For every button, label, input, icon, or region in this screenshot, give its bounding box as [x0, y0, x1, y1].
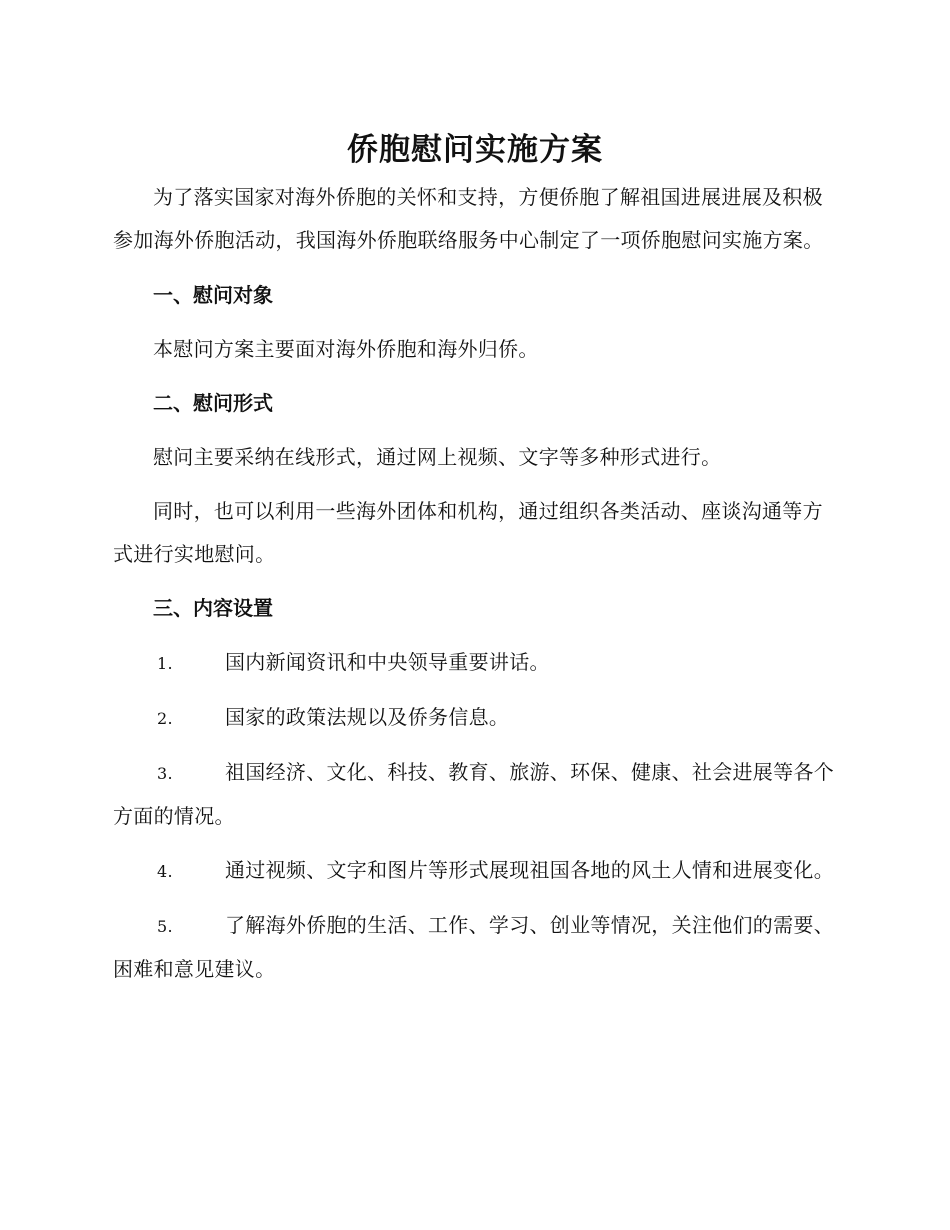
form-paragraph-1: 慰问主要采纳在线形式，通过网上视频、文字等多种形式进行。	[153, 445, 722, 469]
document-title: 侨胞慰问实施方案	[347, 132, 603, 168]
list-item	[113, 904, 835, 991]
section-heading-content: 三、内容设置	[153, 596, 273, 620]
section-heading-form: 二、慰问形式	[153, 391, 273, 415]
list-item-text: 国内新闻资讯和中央领导重要讲话。	[225, 650, 550, 674]
list-item	[113, 696, 835, 740]
list-item	[113, 751, 835, 838]
list-item-number: 2.	[157, 709, 173, 728]
list-item-text: 祖国经济、文化、科技、教育、旅游、环保、健康、社会进展等各个方面的情况。	[113, 760, 834, 828]
document-body	[113, 176, 835, 1002]
list-item	[113, 641, 835, 685]
list-item-text: 通过视频、文字和图片等形式展现祖国各地的风土人情和进展变化。	[225, 858, 834, 882]
list-item-number: 1.	[157, 654, 173, 673]
list-item-number: 5.	[157, 917, 173, 936]
list-item-number: 3.	[157, 764, 173, 783]
list-item	[113, 849, 835, 893]
form-paragraph-2: 同时，也可以利用一些海外团体和机构，通过组织各类活动、座谈沟通等方式进行实地慰问。	[113, 499, 823, 566]
list-item-text: 国家的政策法规以及侨务信息。	[225, 705, 510, 729]
target-paragraph: 本慰问方案主要面对海外侨胞和海外归侨。	[153, 337, 539, 361]
intro-paragraph: 为了落实国家对海外侨胞的关怀和支持，方便侨胞了解祖国进展进展及积极参加海外侨胞活动，我国海外侨胞联络服务中心制定了一项侨胞慰问实施方案。	[113, 185, 824, 252]
section-heading-target: 一、慰问对象	[153, 283, 273, 307]
list-item-text: 了解海外侨胞的生活、工作、学习、创业等情况，关注他们的需要、困难和意见建议。	[113, 913, 834, 981]
list-item-number: 4.	[157, 862, 173, 881]
